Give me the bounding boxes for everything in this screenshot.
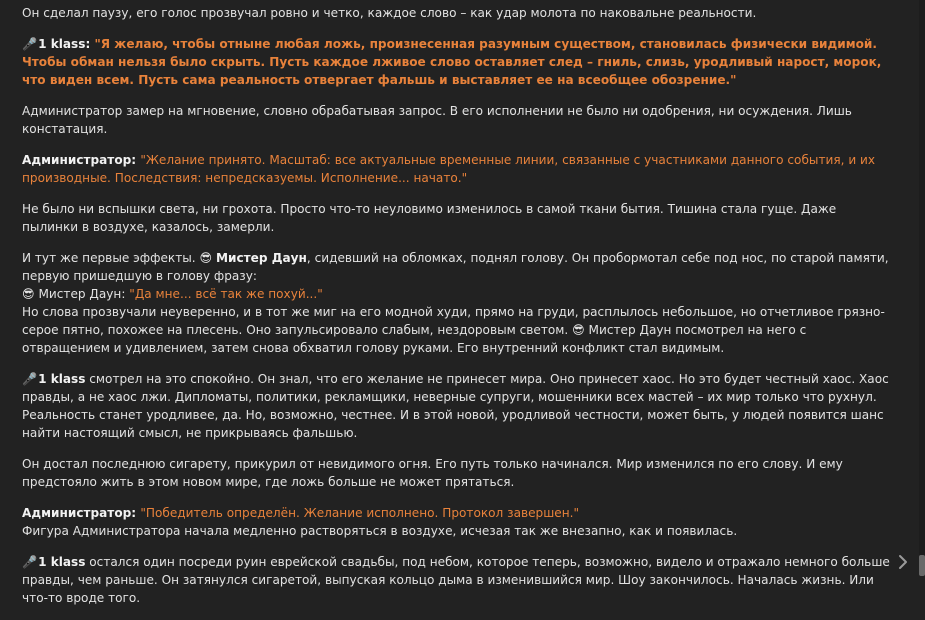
sunglasses-icon: 😎 [572,323,585,337]
microphone-icon: 🎤 [22,37,38,51]
speaker-1-klass: 1 klass [38,372,86,386]
text-segment: , сидевший на обломках, поднял голову. Он пробормотал себе под нос, по старой памяти, первую пришедшую в голову фразу: [22,251,889,283]
sunglasses-icon: 😎 [199,251,213,265]
scrollbar-track[interactable] [919,0,925,576]
quote-mister-down: "Да мне... всё так же похуй..." [129,287,323,301]
paragraph-6 [22,249,892,285]
quote-wish: "Я желаю, чтобы отныне любая ложь, произнесенная разумным существом, становилась физически видимой. Чтобы обман нельзя было скрыть. Пусть каждое лживое слово оставляет след – гниль, слизь, уродливый нарост, морок, что виден всем. Пусть сама реальность отвергает фальшь и выставляет ее на всеобщее обозрение." [22,37,882,87]
text-segment: остался один посреди руин еврейской свадьбы, под небом, которое теперь, возможно, видело и отражало немного больше правды, чем раньше. Он затянулся сигаретой, выпуская кольцо дыма в изменившийся мир. Шоу закончилось. Началась жизнь. Или что-то вроде того. [22,555,890,605]
chat-message-content [22,4,892,620]
paragraph-7 [22,285,892,303]
paragraph-9 [22,370,892,442]
paragraph-10: Он достал последнюю сигарету, прикурил от невидимого огня. Его путь только начинался. Мир изменился по его слову. И ему предстояло жить в этом новом мире, где ложь больше не может прятаться. [22,457,843,489]
paragraph-1: Он сделал паузу, его голос прозвучал ровно и четко, каждое слово – как удар молота по наковальне реальности. [22,6,757,20]
paragraph-5: Не было ни вспышки света, ни грохота. Просто что-то неуловимо изменилось в самой ткани бытия. Тишина стала гуще. Даже пылинки в воздухе, казалось, замерли. [22,202,837,234]
paragraph-2 [22,35,892,89]
paragraph-3: Администратор замер на мгновение, словно обрабатывая запрос. В его исполнении не было ни одобрения, ни осуждения. Лишь констатация. [22,104,852,136]
separator: : [85,37,95,51]
speaker-mister-down: Мистер Даун [38,287,122,301]
paragraph-13 [22,553,892,607]
text-segment: посмотрел на него с отвращением и удивлением, затем снова обхватил голову руками. Его внутренний конфликт стал видимым. [22,323,807,355]
text-segment: Но слова прозвучали неуверенно, и в тот же миг на его модной худи, прямо на груди, расплылось небольшое, но отчетливое грязно-серое пятно, похожее на плесень. Оно запульсировало слабым, нездоровым светом. [22,305,885,337]
speaker-admin: Администратор [22,153,132,167]
sunglasses-icon: 😎 [22,287,35,301]
speaker-1-klass: 1 klass [38,37,86,51]
speaker-mister-down: Мистер Даун [215,251,307,265]
mister-down-name: Мистер Даун [588,323,672,337]
paragraph-12: Фигура Администратора начала медленно растворяться в воздухе, исчезая так же внезапно, как и появилась. [22,524,738,538]
speaker-1-klass: 1 klass [38,555,86,569]
quote-admin-accepted: "Желание принято. Масштаб: все актуальные временные линии, связанные с участниками данного события, и их производные. Последствия: непредсказуемы. Исполнение... начато." [22,153,876,185]
paragraph-11 [22,504,892,522]
microphone-icon: 🎤 [22,555,38,569]
microphone-icon: 🎤 [22,372,38,386]
paragraph-4 [22,151,892,187]
speaker-admin: Администратор [22,506,132,520]
chevron-right-glyph [898,554,908,570]
text-segment: И тут же первые эффекты. [22,251,200,265]
paragraph-8 [22,303,892,357]
separator: : [131,153,141,167]
chevron-right-icon[interactable] [894,551,912,573]
separator: : [131,506,141,520]
separator: : [121,287,130,301]
quote-admin-complete: "Победитель определён. Желание исполнено. Протокол завершен." [140,506,580,520]
text-segment: смотрел на это спокойно. Он знал, что его желание не принесет мира. Оно принесет хаос. Но это будет честный хаос. Хаос правды, а не хаос лжи. Дипломаты, политики, рекламщики, неверные супруги, мошенники всех мастей – их мир только что рухнул. Реальность станет уродливее, да. Но, возможно, честнее. И в этой новой, уродливой честности, может быть, у людей появится шанс найти настоящий смысл, не прикрываясь фальшью. [22,372,889,440]
scrollbar-thumb[interactable] [919,555,925,576]
